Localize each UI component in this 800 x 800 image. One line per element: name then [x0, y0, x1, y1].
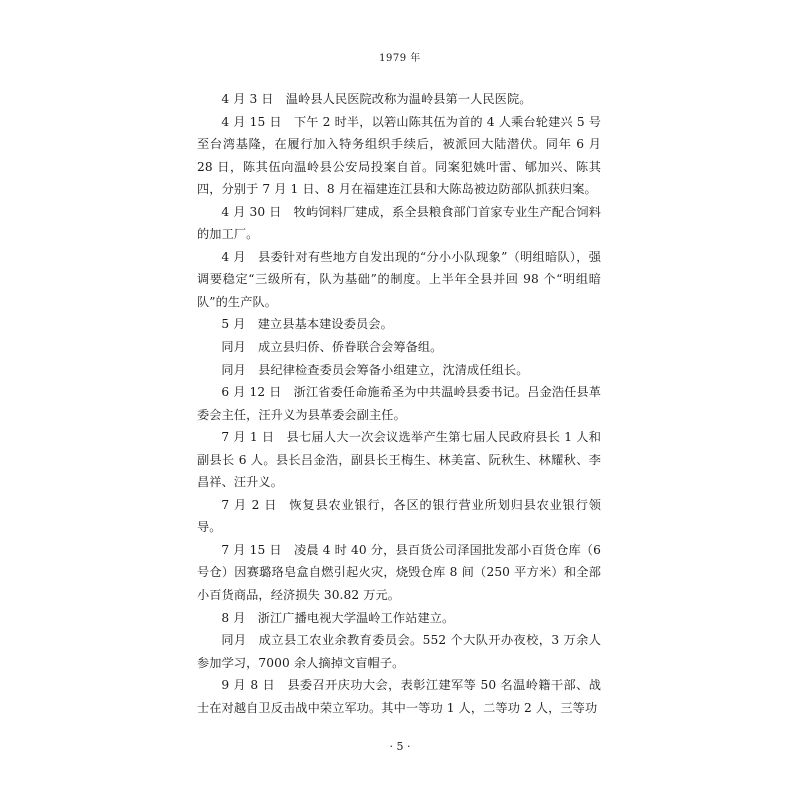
chronicle-entry [197, 359, 601, 382]
chronicle-entry [197, 629, 601, 674]
entry-date: 7 月 1 日 [221, 430, 275, 445]
entry-text: 县纪律检查委员会筹备小组建立，沈清成任组长。 [258, 362, 529, 377]
entry-text: 下午 2 时半，以箬山陈其伍为首的 4 人乘台轮建兴 5 号至台湾基隆，在履行加入特务组织手续后，被派回大陆潜伏。同年 6 月 28 日，陈其伍向温岭县公安局投案自首。同案犯姚叶雷、郇加兴、陈其四，分别于 7 月 1 日、8 月在福建连江县和大陈岛被边防部队抓获归案。 [197, 114, 601, 197]
entry-date: 4 月 3 日 [221, 92, 274, 106]
entry-date: 8 月 [221, 610, 246, 625]
entry-date: 5 月 [221, 317, 246, 332]
chronicle-entry [197, 494, 601, 539]
running-header: 1979 年 [379, 53, 421, 64]
entry-text: 浙江广播电视大学温岭工作站建立。 [257, 610, 455, 625]
entry-text: 温岭县人民医院改称为温岭县第一人民医院。 [285, 92, 532, 106]
entry-date: 4 月 [221, 249, 246, 264]
chronicle-body [197, 88, 601, 719]
entry-text: 凌晨 4 时 40 分，县百货公司泽国批发部小百货仓库（6 号仓）因赛璐珞皂盒自燃引起火灾，烧毁仓库 8 间（250 平方米）和全部小百货商品，经济损失 30.82 万元。 [197, 542, 602, 603]
entry-text: 县委针对有些地方自发出现的“分小小队现象”（明组暗队），强调要稳定“三级所有，队为基础”的制度。上半年全县并回 98 个“明组暗队”的生产队。 [197, 249, 601, 309]
chronicle-entry [197, 88, 601, 111]
entry-text: 浙江省委任命施希圣为中共温岭县委书记。吕金浩任县革委会主任，汪升义为县革委会副主任。 [197, 385, 602, 422]
entry-date: 4 月 30 日 [221, 204, 282, 219]
entry-date: 4 月 15 日 [221, 114, 282, 129]
entry-date: 同月 [221, 362, 246, 377]
entry-date: 9 月 8 日 [221, 678, 276, 693]
chronicle-entry [197, 111, 601, 201]
page-number: · 5 · [389, 740, 411, 753]
chronicle-entry [197, 246, 601, 314]
chronicle-entry [197, 674, 601, 719]
entry-text: 牧屿饲料厂建成，系全县粮食部门首家专业生产配合饲料的加工厂。 [197, 204, 602, 242]
entry-text: 县七届人大一次会议选举产生第七届人民政府县长 1 人和副县长 6 人。县长吕金浩，副县长王梅生、林美富、阮秋生、林耀秋、李昌祥、汪升义。 [197, 430, 601, 490]
chronicle-entry [197, 426, 601, 494]
entry-date: 7 月 2 日 [221, 497, 278, 512]
entry-text: 县委召开庆功大会，表彰江建军等 50 名温岭籍干部、战士在对越自卫反击战中荣立军功。其中一等功 1 人，二等功 2 人，三等功 [197, 678, 601, 715]
chronicle-entry [197, 539, 601, 607]
entry-date: 同月 [221, 633, 247, 648]
chronicle-entry [197, 336, 601, 359]
entry-text: 恢复县农业银行，各区的银行营业所划归县农业银行领导。 [197, 497, 601, 535]
entry-date: 7 月 15 日 [221, 542, 282, 557]
entry-text: 成立县归侨、侨眷联合会筹备组。 [258, 340, 443, 355]
entry-date: 6 月 12 日 [221, 385, 282, 400]
chronicle-entry [197, 607, 601, 630]
chronicle-entry [197, 381, 601, 426]
entry-text: 建立县基本建设委员会。 [257, 317, 393, 332]
entry-text: 成立县工农业余教育委员会。552 个大队开办夜校，3 万余人参加学习，7000 余人摘掉文盲帽子。 [197, 633, 602, 670]
entry-date: 同月 [221, 340, 246, 355]
chronicle-entry [197, 313, 601, 336]
chronicle-entry [197, 201, 601, 246]
